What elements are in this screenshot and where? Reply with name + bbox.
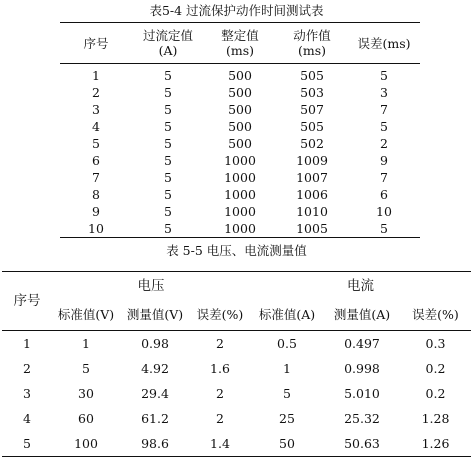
table-cell: 5 [164, 136, 172, 151]
table-cell: 10 [88, 221, 104, 236]
table-row [60, 118, 420, 135]
header-voltage-error: 误差(%) [196, 307, 244, 322]
table-cell: 29.4 [141, 386, 169, 401]
table-header-row [60, 23, 420, 64]
table-row [60, 186, 420, 203]
table-cell: 0.98 [141, 336, 169, 351]
table-row [60, 169, 420, 186]
table-row [60, 220, 420, 238]
table-cell: 1000 [224, 153, 256, 168]
header-voltage-standard: 标准值(V) [57, 307, 115, 322]
table-row [2, 331, 471, 357]
table-cell: 1 [283, 361, 291, 376]
table-cell: 0.2 [425, 386, 446, 401]
header-overcurrent-setting: 过流定值 (A) [142, 28, 193, 58]
table-cell: 3 [23, 386, 31, 401]
header-index: 序号 [13, 293, 41, 309]
table-cell: 1007 [296, 170, 328, 185]
header-index: 序号 [83, 35, 109, 51]
table-row [60, 135, 420, 152]
table-cell: 6 [92, 153, 100, 168]
table-cell: 5 [164, 204, 172, 219]
overcurrent-protection-time-table [60, 22, 420, 238]
table-cell: 1.28 [421, 411, 450, 426]
table-cell: 2 [380, 136, 388, 151]
table-cell: 10 [376, 204, 392, 219]
table-cell: 98.6 [141, 436, 169, 451]
table-cell: 100 [74, 436, 98, 451]
table-cell: 7 [380, 170, 388, 185]
table-cell: 5 [92, 136, 100, 151]
table-cell: 5 [380, 68, 388, 83]
table-cell: 500 [228, 68, 252, 83]
table-cell: 5 [283, 386, 291, 401]
table-row [60, 203, 420, 220]
table-cell: 0.998 [344, 361, 380, 376]
table-row [2, 431, 471, 457]
table-cell: 0.2 [425, 361, 446, 376]
table-cell: 5 [164, 170, 172, 185]
table-cell: 503 [300, 85, 324, 100]
table-cell: 505 [300, 119, 324, 134]
table-cell: 2 [216, 386, 224, 401]
table-cell: 50.63 [344, 436, 380, 451]
voltage-group-header: 电压 [137, 278, 165, 294]
table-cell: 3 [92, 102, 100, 117]
table-cell: 30 [78, 386, 94, 401]
header-current-measured: 测量值(A) [333, 307, 391, 322]
table-cell: 5 [380, 221, 388, 236]
table-cell: 0.497 [344, 336, 380, 351]
header-set-value: 整定值 (ms) [221, 28, 259, 58]
table-cell: 502 [300, 136, 324, 151]
table-cell: 2 [216, 411, 224, 426]
table-cell: 0.5 [277, 336, 297, 351]
table-cell: 1006 [296, 187, 328, 202]
table-cell: 5 [164, 221, 172, 236]
table-cell: 5 [164, 68, 172, 83]
table-cell: 5 [164, 119, 172, 134]
current-group-header: 电流 [347, 278, 374, 294]
table-cell: 5 [380, 119, 388, 134]
table-cell: 5 [164, 85, 172, 100]
table-cell: 1 [23, 336, 31, 351]
table-cell: 2 [23, 361, 31, 376]
table-cell: 6 [380, 187, 388, 202]
header-error: 误差(ms) [357, 35, 411, 51]
table-cell: 9 [92, 204, 100, 219]
header-current-standard: 标准值(A) [258, 307, 316, 322]
table-cell: 4 [23, 411, 31, 426]
table-5-5-caption: 表 5-5 电压、电流测量值 [166, 243, 307, 258]
table-row [2, 381, 471, 406]
table-cell: 9 [380, 153, 388, 168]
table-cell: 500 [228, 102, 252, 117]
table-cell: 1000 [224, 170, 256, 185]
table-cell: 4 [92, 119, 100, 134]
header-action-value: 动作值 (ms) [293, 28, 331, 58]
table-cell: 500 [228, 136, 252, 151]
table-row [60, 64, 420, 85]
table-row [60, 84, 420, 101]
table-cell: 50 [279, 436, 295, 451]
table-cell: 2 [92, 85, 100, 100]
table-cell: 5 [164, 102, 172, 117]
table-cell: 500 [228, 85, 252, 100]
table-cell: 1.26 [421, 436, 450, 451]
table-cell: 0.3 [425, 336, 446, 351]
table-cell: 5 [23, 436, 31, 451]
table-cell: 1 [82, 336, 90, 351]
table-row [2, 406, 471, 431]
table-cell: 1000 [224, 221, 256, 236]
table-row [60, 152, 420, 169]
table-cell: 2 [216, 336, 224, 351]
table-cell: 60 [78, 411, 94, 426]
table-cell: 507 [300, 102, 324, 117]
table-5-4-caption: 表5-4 过流保护动作时间测试表 [149, 3, 324, 18]
table-cell: 25.32 [344, 411, 380, 426]
table-cell: 5.010 [344, 386, 380, 401]
sub-header-row [2, 300, 471, 331]
header-current-error: 误差(%) [412, 307, 459, 322]
group-header-row [2, 272, 471, 301]
table-cell: 1005 [296, 221, 328, 236]
table-cell: 3 [380, 85, 388, 100]
table-cell: 1010 [296, 204, 328, 219]
table-cell: 5 [164, 153, 172, 168]
table-cell: 7 [380, 102, 388, 117]
table-cell: 1009 [296, 153, 328, 168]
table-cell: 61.2 [141, 411, 169, 426]
table-cell: 1000 [224, 204, 256, 219]
voltage-current-measurement-table [2, 271, 471, 457]
table-row [60, 101, 420, 118]
table-cell: 1.6 [210, 361, 230, 376]
table-cell: 505 [300, 68, 324, 83]
header-voltage-measured: 测量值(V) [126, 307, 184, 322]
table-row [2, 356, 471, 381]
table-cell: 500 [228, 119, 252, 134]
table-cell: 4.92 [141, 361, 169, 376]
table-cell: 1.4 [210, 436, 230, 451]
table-cell: 5 [82, 361, 90, 376]
table-cell: 1 [92, 68, 100, 83]
table-cell: 25 [279, 411, 295, 426]
table-cell: 7 [92, 170, 100, 185]
table-cell: 1000 [224, 187, 256, 202]
table-cell: 5 [164, 187, 172, 202]
table-cell: 8 [92, 187, 100, 202]
